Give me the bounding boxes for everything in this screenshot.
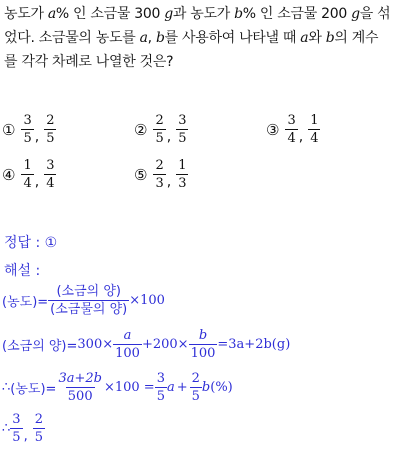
fraction: $\frac{1}{4}$ [310, 113, 319, 146]
equation-salt-amount: (소금의 양)= 300× $\frac{a}{100}$ +200× $\frac{b}{100}$ =3a+2b (g) [2, 328, 291, 361]
explanation-label: 해설 : [4, 263, 41, 279]
choice-mark: ③ [266, 120, 280, 139]
answer-value: ① [44, 235, 58, 251]
choice-mark: ④ [2, 165, 16, 184]
answer-label: 정답 : [4, 235, 45, 251]
fraction: $\frac{2}{3}$ [155, 158, 164, 191]
fraction: $\frac{2}{5}$ [46, 113, 55, 146]
fraction: $\frac{2}{5}$ [191, 371, 200, 404]
question-line-2: 었다. 소금물의 농도를 a, b를 사용하여 나타낼 때 a와 b의 계수 [4, 30, 379, 46]
choice-2[interactable]: ② $\frac{2}{5}$ , $\frac{3}{5}$ [134, 113, 187, 146]
final-answer-fractions: ∴ $\frac{3}{5}$ , $\frac{2}{5}$ [2, 412, 43, 445]
question-line-1: 농도가 a% 인 소금물 300 g과 농도가 b% 인 소금물 200 g을 섞 [4, 6, 391, 22]
equation-result: ∴ (농도)= $\frac{3a+2b}{500}$ ×100 = $\frac{3}{5}$ a + $\frac{2}{5}$ b (%) [2, 371, 233, 404]
fraction: $\frac{b}{100}$ [190, 328, 216, 361]
choice-5[interactable]: ⑤ $\frac{2}{3}$ , $\frac{1}{3}$ [134, 158, 187, 191]
fraction: $\frac{2}{5}$ [155, 113, 164, 146]
fraction: $\frac{3}{5}$ [23, 113, 32, 146]
fraction: $\frac{3a+2b}{500}$ [58, 371, 102, 404]
fraction: $\frac{1}{4}$ [23, 158, 32, 191]
fraction: $\frac{3}{5}$ [12, 412, 21, 445]
choice-mark: ⑤ [134, 165, 148, 184]
fraction: $\frac{3}{5}$ [156, 371, 165, 404]
fraction: $\frac{3}{5}$ [178, 113, 187, 146]
choice-mark: ① [2, 120, 16, 139]
choice-1[interactable]: ① $\frac{3}{5}$ , $\frac{2}{5}$ [2, 113, 55, 146]
fraction: $\frac{2}{5}$ [34, 412, 43, 445]
choice-3[interactable]: ③ $\frac{3}{4}$ , $\frac{1}{4}$ [266, 113, 319, 146]
fraction: $\frac{3}{4}$ [287, 113, 296, 146]
answer [4, 232, 57, 252]
question-text [4, 2, 396, 74]
fraction: $\frac{\text{(소금의 양)}}{\text{(소금물의 양)}}$ [50, 284, 128, 317]
fraction: $\frac{3}{4}$ [46, 158, 55, 191]
choice-mark: ② [134, 120, 148, 139]
choice-4[interactable]: ④ $\frac{1}{4}$ , $\frac{3}{4}$ [2, 158, 55, 191]
fraction: $\frac{a}{100}$ [115, 328, 140, 361]
fraction: $\frac{1}{3}$ [178, 158, 187, 191]
equation-concentration: (농도)= $\frac{\text{(소금의 양)}}{\text{(소금물의 양)}}$ ×100 [2, 284, 165, 317]
question-line-3: 를 각각 차례로 나열한 것은? [4, 54, 174, 70]
